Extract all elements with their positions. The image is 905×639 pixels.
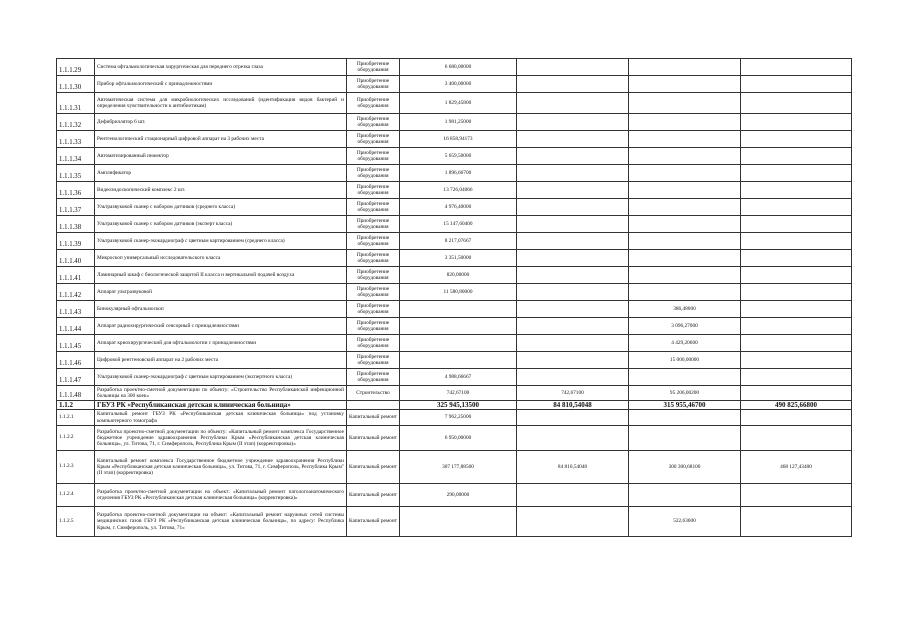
amount-col-2 [517,301,629,318]
amount-col-1: 11 580,80000 [400,284,517,301]
amount-col-4 [741,182,852,199]
amount-col-3 [629,410,741,426]
item-name: ГБУЗ РК «Республиканская детская клиническая больница» [95,401,347,410]
amount-col-2: 84 810,54048 [517,451,629,484]
amount-col-1: 8 217,07667 [400,233,517,250]
amount-col-2 [517,318,629,335]
amount-col-2 [517,131,629,148]
item-name: Разработка проектно-сметной документации на объект: «Капитальный ремонт наружных сетей системы медицинских газов ГБУЗ РК «Республиканская детская клиническая больница», по адресу: Республика Крым, г. Симферополь, ул. Титова, 71» [95,507,347,537]
item-name: Аппарат ультразвуковой [95,284,347,301]
amount-col-2 [517,507,629,537]
amount-col-4 [741,199,852,216]
item-code: 1.1.2 [57,401,95,410]
amount-col-4 [741,250,852,267]
amount-col-3 [629,250,741,267]
item-name: Ультразвуковой сканер с набором датчиков (среднего класса) [95,199,347,216]
amount-col-2 [517,369,629,386]
item-code: 1.1.1.43 [57,301,95,318]
amount-col-3: 3 096,27000 [629,318,741,335]
amount-col-1: 6 680,00000 [400,59,517,76]
table-row [57,76,852,93]
item-code: 1.1.1.42 [57,284,95,301]
item-code: 1.1.2.3 [57,451,95,484]
amount-col-3 [629,233,741,250]
sub-row [57,507,852,537]
amount-col-1: 7 962,25000 [400,410,517,426]
amount-col-4 [741,165,852,182]
item-name: Рентгенологический стационарный цифровой аппарат на 3 рабочих места [95,131,347,148]
amount-col-4 [741,114,852,131]
work-type: Приобретение оборудования [347,369,400,386]
amount-col-1: 1 896,66700 [400,165,517,182]
amount-col-2 [517,93,629,114]
table-row [57,182,852,199]
work-type: Приобретение оборудования [347,233,400,250]
amount-col-4 [741,76,852,93]
item-name: Ультразвуковой сканер-эхокардиограф с цветным картированием (среднего класса) [95,233,347,250]
item-name: Разработка проектно-сметной документации по объекту: «Капитальный ремонт комплекса Государственное бюджетное учреждение здравоохранения Республики Крым «Республиканская детская клиническая больница», ул. Титова, 71, г. Симферополь, Республика Крым (II этап) (корректировка)» [95,426,347,451]
amount-col-3: 522,63600 [629,507,741,537]
amount-col-1: 15 147,60400 [400,216,517,233]
amount-col-1: 307 177,88500 [400,451,517,484]
amount-col-1: 3 400,00000 [400,76,517,93]
item-code: 1.1.1.33 [57,131,95,148]
table-row [57,165,852,182]
amount-col-1: 820,00000 [400,267,517,284]
table-row [57,250,852,267]
work-type: Приобретение оборудования [347,114,400,131]
amount-col-3 [629,59,741,76]
item-code: 1.1.2.4 [57,484,95,507]
amount-col-1: 1 829,45800 [400,93,517,114]
amount-col-1: 325 945,13500 [400,401,517,410]
work-type: Приобретение оборудования [347,352,400,369]
table-row [57,131,852,148]
work-type: Приобретение оборудования [347,267,400,284]
amount-col-2 [517,335,629,352]
item-name: Автоматизированный инжектор [95,148,347,165]
item-name: Аппарат радиохирургический сенсорный с принадлежностями [95,318,347,335]
table-row [57,148,852,165]
table-row [57,318,852,335]
work-type: Приобретение оборудования [347,301,400,318]
amount-col-1: 290,00000 [400,484,517,507]
item-code: 1.1.1.37 [57,199,95,216]
amount-col-3 [629,284,741,301]
amount-col-3 [629,199,741,216]
item-code: 1.1.1.46 [57,352,95,369]
work-type: Приобретение оборудования [347,59,400,76]
amount-col-4 [741,301,852,318]
amount-col-3 [629,426,741,451]
amount-col-3: 300 300,68100 [629,451,741,484]
amount-col-4 [741,386,852,401]
amount-col-2 [517,76,629,93]
amount-col-2 [517,59,629,76]
amount-col-3 [629,131,741,148]
item-code: 1.1.1.36 [57,182,95,199]
item-code: 1.1.2.5 [57,507,95,537]
amount-col-3: 386,48000 [629,301,741,318]
item-code: 1.1.2.1 [57,410,95,426]
work-type [347,401,400,410]
work-type: Приобретение оборудования [347,148,400,165]
amount-col-2 [517,410,629,426]
item-name: Капитальный ремонт ГБУЗ РК «Республиканская детская клиническая больница» под установку компьютерного томографа [95,410,347,426]
item-code: 1.1.1.32 [57,114,95,131]
item-name: Бинокулярный офтальмоскоп [95,301,347,318]
amount-col-1 [400,335,517,352]
work-type: Приобретение оборудования [347,76,400,93]
work-type: Приобретение оборудования [347,93,400,114]
work-type: Приобретение оборудования [347,131,400,148]
table-row [57,267,852,284]
amount-col-1 [400,507,517,537]
amount-col-3 [629,76,741,93]
amount-col-3 [629,148,741,165]
item-name: Ультразвуковой сканер с набором датчиков (эксперт класса) [95,216,347,233]
amount-col-3 [629,182,741,199]
amount-col-2 [517,284,629,301]
table-row [57,301,852,318]
amount-col-4 [741,59,852,76]
amount-col-3: 15 000,00000 [629,352,741,369]
amount-col-1: 16 858,94173 [400,131,517,148]
work-type: Приобретение оборудования [347,216,400,233]
item-code: 1.1.1.47 [57,369,95,386]
table-row [57,216,852,233]
amount-col-1: 3 351,50000 [400,250,517,267]
amount-col-4 [741,148,852,165]
item-name: Автоматическая система для микробиологических исследований (идентификация видов бактерий и определения чувствительности к антибиотикам) [95,93,347,114]
amount-col-4 [741,267,852,284]
amount-col-4 [741,507,852,537]
amount-col-1: 6 950,00000 [400,426,517,451]
amount-col-4: 490 825,66800 [741,401,852,410]
amount-col-3: 315 955,46700 [629,401,741,410]
item-name: Амплификатор [95,165,347,182]
amount-col-3 [629,216,741,233]
item-name: Аппарат криохирургический для офтальмологии с принадлежностями [95,335,347,352]
amount-col-1 [400,301,517,318]
amount-col-3 [629,93,741,114]
table-row [57,233,852,250]
amount-col-2 [517,352,629,369]
work-type: Капитальный ремонт [347,507,400,537]
amount-col-4: 468 127,43400 [741,451,852,484]
item-code: 1.1.1.38 [57,216,95,233]
item-name: Система офтальмологическая хирургическая для переднего отрезка глаза [95,59,347,76]
sub-row [57,484,852,507]
item-name: Дефибриллятор 6 шт. [95,114,347,131]
amount-col-4 [741,318,852,335]
work-type: Приобретение оборудования [347,199,400,216]
amount-col-3 [629,267,741,284]
table-row [57,284,852,301]
work-type: Приобретение оборудования [347,335,400,352]
item-name: Микроскоп универсальный исследовательского класса [95,250,347,267]
work-type: Капитальный ремонт [347,484,400,507]
item-name: Видеоэндоскопический комплекс 2 шт. [95,182,347,199]
sub-row [57,426,852,451]
amount-col-4 [741,233,852,250]
amount-col-4 [741,216,852,233]
amount-col-3 [629,484,741,507]
item-name: Прибор офтальмологический с принадлежностями [95,76,347,93]
table-row [57,93,852,114]
amount-col-1: 13 726,04066 [400,182,517,199]
item-code: 1.1.1.31 [57,93,95,114]
item-code: 1.1.1.30 [57,76,95,93]
table-row [57,335,852,352]
item-code: 1.1.1.48 [57,386,95,401]
amount-col-2 [517,233,629,250]
amount-col-1: 1 981,25000 [400,114,517,131]
amount-col-4 [741,131,852,148]
amount-col-1 [400,352,517,369]
table-row [57,114,852,131]
item-code: 1.1.1.29 [57,59,95,76]
work-type: Строительство [347,386,400,401]
item-name: Цифровой рентгеновский аппарат на 2 рабочих места [95,352,347,369]
item-code: 1.1.1.39 [57,233,95,250]
amount-col-3 [629,369,741,386]
item-code: 1.1.1.41 [57,267,95,284]
budget-table [56,58,852,537]
amount-col-2 [517,426,629,451]
amount-col-3: 95 206,00200 [629,386,741,401]
item-name: Разработка проектно-сметной документации на объект: «Капитальный ремонт патологоанатомического отделения ГБУЗ РК «Республиканская детская клиническая больница» (корректировка)» [95,484,347,507]
amount-col-4 [741,93,852,114]
item-code: 1.1.1.35 [57,165,95,182]
item-code: 1.1.1.45 [57,335,95,352]
table-body [57,59,852,537]
table-row [57,199,852,216]
work-type: Приобретение оборудования [347,165,400,182]
amount-col-4 [741,284,852,301]
amount-col-2 [517,250,629,267]
amount-col-4 [741,426,852,451]
amount-col-1: 4 976,40000 [400,199,517,216]
item-code: 1.1.2.2 [57,426,95,451]
amount-col-2 [517,267,629,284]
sub-row [57,451,852,484]
work-type: Капитальный ремонт [347,451,400,484]
amount-col-1: 4 988,66667 [400,369,517,386]
amount-col-2 [517,114,629,131]
table-row [57,386,852,401]
item-code: 1.1.1.40 [57,250,95,267]
amount-col-1: 742,67100 [400,386,517,401]
amount-col-4 [741,335,852,352]
item-name: Капитальный ремонт комплекса Государственное бюджетное учреждение здравоохранения Республики Крым «Республиканская детская клиническая больница», ул. Титова, 71, г. Симферополь, Республика Крым" (II этап) (корректировка) [95,451,347,484]
amount-col-2 [517,484,629,507]
amount-col-2 [517,216,629,233]
amount-col-2 [517,148,629,165]
amount-col-3 [629,165,741,182]
amount-col-4 [741,484,852,507]
item-code: 1.1.1.34 [57,148,95,165]
item-code: 1.1.1.44 [57,318,95,335]
amount-col-3: 4 429,20600 [629,335,741,352]
work-type: Капитальный ремонт [347,410,400,426]
amount-col-4 [741,369,852,386]
work-type: Приобретение оборудования [347,250,400,267]
item-name: Разработка проектно-сметной документации по объекту: «Строительство Республиканской инфекционной больницы на 300 коек» [95,386,347,401]
table-row [57,369,852,386]
group-row [57,401,852,410]
table-row [57,352,852,369]
amount-col-2: 84 810,54048 [517,401,629,410]
amount-col-3 [629,114,741,131]
amount-col-1 [400,318,517,335]
work-type: Капитальный ремонт [347,426,400,451]
amount-col-2 [517,199,629,216]
work-type: Приобретение оборудования [347,318,400,335]
amount-col-4 [741,352,852,369]
sub-row [57,410,852,426]
item-name: Ультразвуковой сканер-эхокардиограф с цветным картированием (экспертного класса) [95,369,347,386]
amount-col-2: 742,67100 [517,386,629,401]
work-type: Приобретение оборудования [347,284,400,301]
amount-col-2 [517,165,629,182]
amount-col-2 [517,182,629,199]
item-name: Ламинарный шкаф с биологической защитой II класса и вертикальной подачей воздуха [95,267,347,284]
table-row [57,59,852,76]
amount-col-4 [741,410,852,426]
work-type: Приобретение оборудования [347,182,400,199]
amount-col-1: 5 659,50000 [400,148,517,165]
